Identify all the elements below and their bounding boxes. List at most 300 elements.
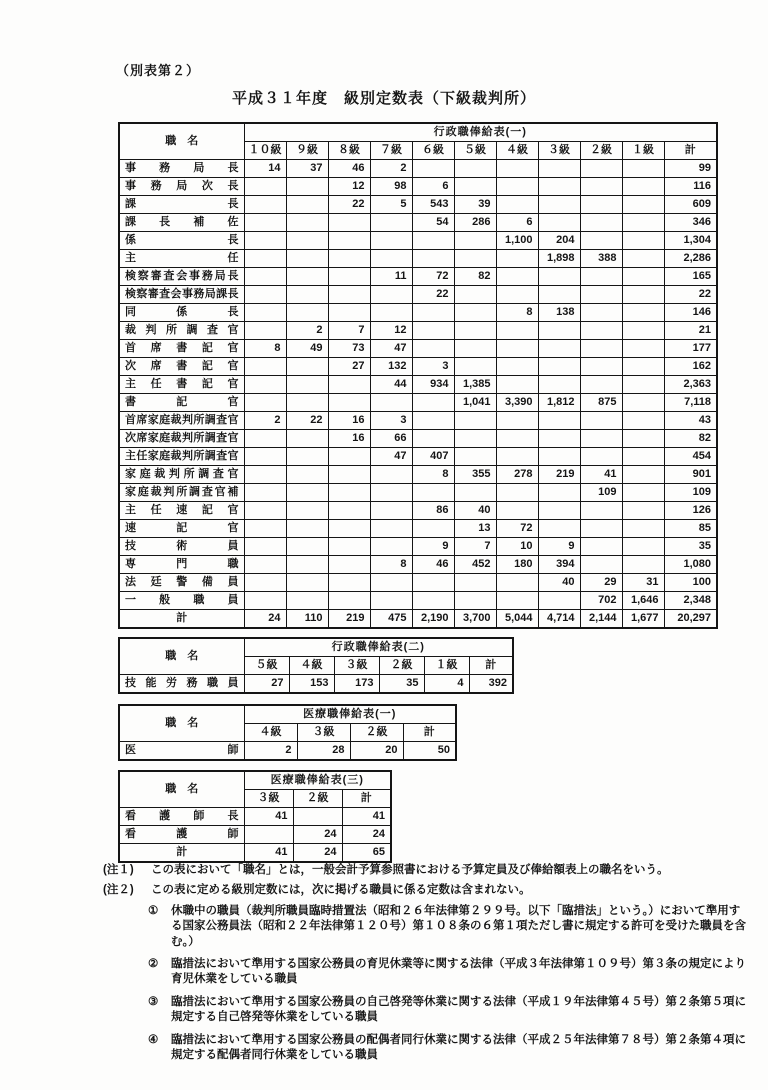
count-cell: 82 xyxy=(454,268,496,286)
count-cell xyxy=(580,376,622,394)
count-cell xyxy=(244,376,286,394)
count-cell xyxy=(580,448,622,466)
table-row xyxy=(119,574,717,592)
grade-column-header: ５級 xyxy=(454,142,496,160)
count-cell: 875 xyxy=(580,394,622,412)
count-cell xyxy=(244,430,286,448)
count-cell xyxy=(538,160,580,178)
count-cell xyxy=(286,286,328,304)
count-cell: 21 xyxy=(664,322,717,340)
grade-column-header: ４級 xyxy=(496,142,538,160)
footnote-item-marker: ③ xyxy=(148,995,159,1008)
count-cell xyxy=(496,160,538,178)
count-cell: 1,812 xyxy=(538,394,580,412)
count-cell xyxy=(286,394,328,412)
count-cell: 10 xyxy=(496,538,538,556)
count-cell xyxy=(580,196,622,214)
count-cell: 41 xyxy=(244,844,293,863)
count-cell xyxy=(370,538,412,556)
count-cell: 355 xyxy=(454,466,496,484)
grade-column-header: ６級 xyxy=(412,142,454,160)
count-cell xyxy=(454,286,496,304)
table-row xyxy=(119,286,717,304)
count-cell xyxy=(412,574,454,592)
count-cell xyxy=(622,304,664,322)
count-cell xyxy=(244,826,293,844)
table-row xyxy=(119,178,717,196)
count-cell xyxy=(454,160,496,178)
job-title-cell: 同 係 長 xyxy=(119,304,244,322)
table-row xyxy=(119,466,717,484)
count-cell xyxy=(244,268,286,286)
count-cell xyxy=(496,250,538,268)
count-cell xyxy=(412,304,454,322)
footnotes-section xyxy=(103,863,748,1070)
count-cell xyxy=(370,394,412,412)
grade-column-header: ２級 xyxy=(350,724,403,742)
count-cell xyxy=(328,502,370,520)
job-title-cell: 法 廷 警 備 員 xyxy=(119,574,244,592)
count-cell: 54 xyxy=(412,214,454,232)
count-cell xyxy=(622,520,664,538)
count-cell: 65 xyxy=(342,844,391,863)
job-title-cell: 首席家庭裁判所調査官 xyxy=(119,412,244,430)
count-cell xyxy=(286,376,328,394)
count-cell xyxy=(496,286,538,304)
count-cell: 99 xyxy=(664,160,717,178)
count-cell xyxy=(622,412,664,430)
count-cell: 286 xyxy=(454,214,496,232)
count-cell xyxy=(580,268,622,286)
count-cell: 24 xyxy=(293,826,342,844)
count-cell xyxy=(370,304,412,322)
footnote-item-text: 休職中の職員（裁判所職員臨時措置法（昭和２６年法律第２９９号。以下「臨措法」という。）において準用する国家公務員法（昭和２２年法律第１２０号）第１０８条の６第１項ただし書に規定する許可を受けた職員を含む。） xyxy=(171,904,746,948)
count-cell: 22 xyxy=(286,412,328,430)
count-cell xyxy=(412,592,454,610)
count-cell: 39 xyxy=(454,196,496,214)
count-cell xyxy=(622,466,664,484)
count-cell xyxy=(454,592,496,610)
footnote-1 xyxy=(103,863,748,878)
count-cell: 40 xyxy=(538,574,580,592)
count-cell: 20,297 xyxy=(664,610,717,629)
count-cell: 2 xyxy=(286,322,328,340)
table-row xyxy=(119,340,717,358)
count-cell: 109 xyxy=(580,484,622,502)
count-cell: 37 xyxy=(286,160,328,178)
count-cell xyxy=(496,358,538,376)
count-cell: 8 xyxy=(496,304,538,322)
count-cell: 4,714 xyxy=(538,610,580,629)
count-cell: 7,118 xyxy=(664,394,717,412)
pay-scale-header: 行政職俸給表(一) xyxy=(244,123,717,142)
count-cell xyxy=(538,358,580,376)
count-cell: 116 xyxy=(664,178,717,196)
count-cell xyxy=(244,214,286,232)
count-cell: 28 xyxy=(297,742,350,761)
count-cell: 11 xyxy=(370,268,412,286)
grade-column-header: ９級 xyxy=(286,142,328,160)
staffing-table-medical-3 xyxy=(118,770,392,863)
count-cell xyxy=(496,340,538,358)
count-cell xyxy=(622,178,664,196)
count-cell xyxy=(244,502,286,520)
count-cell xyxy=(538,268,580,286)
count-cell xyxy=(412,430,454,448)
count-cell: 7 xyxy=(454,538,496,556)
count-cell: 46 xyxy=(328,160,370,178)
job-title-cell: 主 任 速 記 官 xyxy=(119,502,244,520)
job-title-cell: 看 護 師 長 xyxy=(119,808,244,826)
job-title-cell: 技 能 労 務 職 員 xyxy=(119,675,244,694)
count-cell xyxy=(538,448,580,466)
table-row xyxy=(119,358,717,376)
count-cell xyxy=(286,574,328,592)
count-cell xyxy=(454,484,496,502)
count-cell xyxy=(244,592,286,610)
table-row xyxy=(119,196,717,214)
grade-column-header: ８級 xyxy=(328,142,370,160)
count-cell xyxy=(328,592,370,610)
job-title-cell: 書 記 官 xyxy=(119,394,244,412)
table-row xyxy=(119,448,717,466)
count-cell: 138 xyxy=(538,304,580,322)
count-cell xyxy=(370,250,412,268)
count-cell xyxy=(538,412,580,430)
job-title-header: 職 名 xyxy=(119,638,244,675)
job-title-cell: 計 xyxy=(119,844,244,863)
table-row xyxy=(119,376,717,394)
job-title-cell: 裁 判 所 調 査 官 xyxy=(119,322,244,340)
count-cell xyxy=(496,574,538,592)
footnote-item xyxy=(148,904,748,950)
pay-scale-header: 医療職俸給表(一) xyxy=(244,705,456,724)
count-cell xyxy=(328,232,370,250)
count-cell: 24 xyxy=(244,610,286,629)
count-cell: 702 xyxy=(580,592,622,610)
count-cell xyxy=(622,448,664,466)
count-cell: 609 xyxy=(664,196,717,214)
count-cell: 6 xyxy=(412,178,454,196)
count-cell xyxy=(328,376,370,394)
count-cell xyxy=(328,268,370,286)
count-cell xyxy=(622,232,664,250)
count-cell: 219 xyxy=(328,610,370,629)
count-cell xyxy=(370,502,412,520)
count-cell xyxy=(496,268,538,286)
count-cell: 29 xyxy=(580,574,622,592)
count-cell xyxy=(496,430,538,448)
job-title-cell: 一 般 職 員 xyxy=(119,592,244,610)
count-cell: 7 xyxy=(328,322,370,340)
job-title-cell: 主 任 xyxy=(119,250,244,268)
count-cell xyxy=(622,376,664,394)
count-cell: 219 xyxy=(538,466,580,484)
job-title-header: 職 名 xyxy=(119,705,244,742)
count-cell: 22 xyxy=(328,196,370,214)
staffing-table-administrative-2 xyxy=(118,637,514,694)
count-cell xyxy=(496,178,538,196)
grade-column-header: ４級 xyxy=(244,724,297,742)
count-cell xyxy=(454,574,496,592)
count-cell xyxy=(286,250,328,268)
count-cell xyxy=(538,340,580,358)
grade-column-header: 計 xyxy=(469,657,513,675)
count-cell: 2,144 xyxy=(580,610,622,629)
grade-column-header: 計 xyxy=(342,790,391,808)
count-cell: 100 xyxy=(664,574,717,592)
count-cell: 2,190 xyxy=(412,610,454,629)
footnote-2-text: この表に定める級別定数には，次に掲げる職員に係る定数は含まれない。 xyxy=(151,884,531,897)
document-title: 平成３１年度 級別定数表（下級裁判所） xyxy=(231,90,536,107)
count-cell xyxy=(580,430,622,448)
count-cell: 132 xyxy=(370,358,412,376)
count-cell xyxy=(244,286,286,304)
count-cell xyxy=(496,412,538,430)
job-title-cell: 次席家庭裁判所調査官 xyxy=(119,430,244,448)
count-cell xyxy=(328,286,370,304)
job-title-cell: 検察審査会事務局課長 xyxy=(119,286,244,304)
count-cell: 8 xyxy=(412,466,454,484)
count-cell xyxy=(538,214,580,232)
count-cell: 388 xyxy=(580,250,622,268)
count-cell: 177 xyxy=(664,340,717,358)
count-cell: 3,700 xyxy=(454,610,496,629)
count-cell xyxy=(580,556,622,574)
pay-scale-header: 医療職俸給表(三) xyxy=(244,771,391,790)
count-cell xyxy=(538,322,580,340)
count-cell xyxy=(412,160,454,178)
count-cell xyxy=(370,286,412,304)
count-cell: 35 xyxy=(664,538,717,556)
count-cell xyxy=(412,340,454,358)
count-cell: 5 xyxy=(370,196,412,214)
job-title-header: 職 名 xyxy=(119,123,244,160)
count-cell xyxy=(496,592,538,610)
table-row xyxy=(119,502,717,520)
count-cell xyxy=(328,556,370,574)
count-cell xyxy=(328,214,370,232)
count-cell: 153 xyxy=(289,675,334,694)
count-cell xyxy=(454,412,496,430)
count-cell: 47 xyxy=(370,448,412,466)
count-cell xyxy=(622,214,664,232)
count-cell: 3 xyxy=(370,412,412,430)
count-cell xyxy=(496,502,538,520)
count-cell: 346 xyxy=(664,214,717,232)
count-cell xyxy=(580,358,622,376)
count-cell: 12 xyxy=(370,322,412,340)
count-cell xyxy=(244,196,286,214)
count-cell xyxy=(370,592,412,610)
count-cell: 72 xyxy=(496,520,538,538)
count-cell: 22 xyxy=(664,286,717,304)
count-cell xyxy=(454,340,496,358)
job-title-cell: 検察審査会事務局長 xyxy=(119,268,244,286)
count-cell: 9 xyxy=(538,538,580,556)
count-cell xyxy=(286,538,328,556)
count-cell xyxy=(622,394,664,412)
count-cell xyxy=(412,322,454,340)
count-cell: 1,385 xyxy=(454,376,496,394)
footnote-2-label: (注２) xyxy=(103,884,134,897)
count-cell xyxy=(580,538,622,556)
count-cell: 3 xyxy=(412,358,454,376)
count-cell: 98 xyxy=(370,178,412,196)
footnote-item-text: 臨措法において準用する国家公務員の配偶者同行休業に関する法律（平成２５年法律第７８号）第２条第４項に規定する配偶者同行休業をしている職員 xyxy=(171,1033,746,1062)
count-cell xyxy=(370,214,412,232)
table-row xyxy=(119,214,717,232)
count-cell xyxy=(286,304,328,322)
count-cell xyxy=(328,574,370,592)
grade-column-header: 計 xyxy=(664,142,717,160)
count-cell xyxy=(454,304,496,322)
grade-column-header: ７級 xyxy=(370,142,412,160)
footnote-item-marker: ① xyxy=(148,904,159,917)
count-cell xyxy=(454,430,496,448)
footnote-item-list xyxy=(148,904,748,1064)
appendix-label: （別表第２） xyxy=(116,63,201,78)
count-cell: 73 xyxy=(328,340,370,358)
count-cell xyxy=(286,268,328,286)
count-cell: 44 xyxy=(370,376,412,394)
table-row xyxy=(119,160,717,178)
count-cell xyxy=(538,376,580,394)
count-cell: 543 xyxy=(412,196,454,214)
count-cell: 204 xyxy=(538,232,580,250)
grade-column-header: ３級 xyxy=(538,142,580,160)
count-cell: 66 xyxy=(370,430,412,448)
count-cell xyxy=(286,358,328,376)
count-cell xyxy=(622,430,664,448)
count-cell xyxy=(244,178,286,196)
footnote-1-label: (注１) xyxy=(103,864,134,876)
count-cell xyxy=(244,322,286,340)
count-cell: 173 xyxy=(334,675,379,694)
count-cell xyxy=(454,448,496,466)
job-title-cell: 家 庭 裁 判 所 調 査 官 xyxy=(119,466,244,484)
count-cell xyxy=(328,520,370,538)
count-cell: 162 xyxy=(664,358,717,376)
count-cell xyxy=(328,484,370,502)
job-title-cell: 医 師 xyxy=(119,742,244,761)
count-cell: 126 xyxy=(664,502,717,520)
job-title-cell: 技 術 員 xyxy=(119,538,244,556)
count-cell: 46 xyxy=(412,556,454,574)
count-cell xyxy=(496,484,538,502)
footnote-item-marker: ② xyxy=(148,958,159,971)
count-cell xyxy=(286,232,328,250)
count-cell: 82 xyxy=(664,430,717,448)
table-row xyxy=(119,826,391,844)
table-row xyxy=(119,520,717,538)
count-cell: 394 xyxy=(538,556,580,574)
job-title-cell: 事 務 局 長 xyxy=(119,160,244,178)
count-cell: 35 xyxy=(379,675,424,694)
grade-column-header: ３級 xyxy=(244,790,293,808)
grade-column-header: ２級 xyxy=(293,790,342,808)
count-cell xyxy=(286,520,328,538)
count-cell: 454 xyxy=(664,448,717,466)
count-cell xyxy=(580,286,622,304)
count-cell: 9 xyxy=(412,538,454,556)
count-cell: 5,044 xyxy=(496,610,538,629)
count-cell: 180 xyxy=(496,556,538,574)
count-cell: 407 xyxy=(412,448,454,466)
count-cell xyxy=(328,466,370,484)
count-cell xyxy=(244,394,286,412)
table-row xyxy=(119,844,391,863)
table-row xyxy=(119,268,717,286)
table-row xyxy=(119,592,717,610)
count-cell xyxy=(412,412,454,430)
count-cell: 278 xyxy=(496,466,538,484)
count-cell: 901 xyxy=(664,466,717,484)
count-cell xyxy=(580,412,622,430)
count-cell: 392 xyxy=(469,675,513,694)
count-cell xyxy=(622,322,664,340)
count-cell xyxy=(244,538,286,556)
count-cell: 16 xyxy=(328,412,370,430)
grade-column-header: ２級 xyxy=(379,657,424,675)
job-title-cell: 主 任 書 記 官 xyxy=(119,376,244,394)
count-cell xyxy=(496,376,538,394)
count-cell xyxy=(328,250,370,268)
count-cell: 8 xyxy=(370,556,412,574)
count-cell: 27 xyxy=(244,675,289,694)
table-row xyxy=(119,412,717,430)
count-cell xyxy=(622,196,664,214)
job-title-cell: 専 門 職 xyxy=(119,556,244,574)
grade-column-header: 計 xyxy=(403,724,456,742)
count-cell: 2 xyxy=(244,412,286,430)
grade-column-header: １級 xyxy=(622,142,664,160)
count-cell xyxy=(286,556,328,574)
count-cell: 2 xyxy=(244,742,297,761)
count-cell xyxy=(454,250,496,268)
count-cell xyxy=(370,484,412,502)
count-cell: 475 xyxy=(370,610,412,629)
grade-column-header: ４級 xyxy=(289,657,334,675)
count-cell xyxy=(454,232,496,250)
count-cell xyxy=(412,250,454,268)
count-cell xyxy=(622,502,664,520)
count-cell xyxy=(538,196,580,214)
job-title-cell: 事 務 局 次 長 xyxy=(119,178,244,196)
count-cell xyxy=(580,160,622,178)
job-title-cell: 課 長 xyxy=(119,196,244,214)
count-cell xyxy=(580,178,622,196)
count-cell xyxy=(370,232,412,250)
table-row xyxy=(119,322,717,340)
count-cell xyxy=(244,358,286,376)
count-cell xyxy=(328,448,370,466)
count-cell xyxy=(244,448,286,466)
count-cell: 27 xyxy=(328,358,370,376)
count-cell xyxy=(454,322,496,340)
count-cell xyxy=(244,520,286,538)
count-cell: 72 xyxy=(412,268,454,286)
footnote-item xyxy=(148,957,748,988)
count-cell xyxy=(328,394,370,412)
count-cell xyxy=(580,520,622,538)
table-row xyxy=(119,394,717,412)
count-cell: 1,304 xyxy=(664,232,717,250)
count-cell xyxy=(244,304,286,322)
count-cell: 165 xyxy=(664,268,717,286)
count-cell xyxy=(622,340,664,358)
count-cell: 2,286 xyxy=(664,250,717,268)
